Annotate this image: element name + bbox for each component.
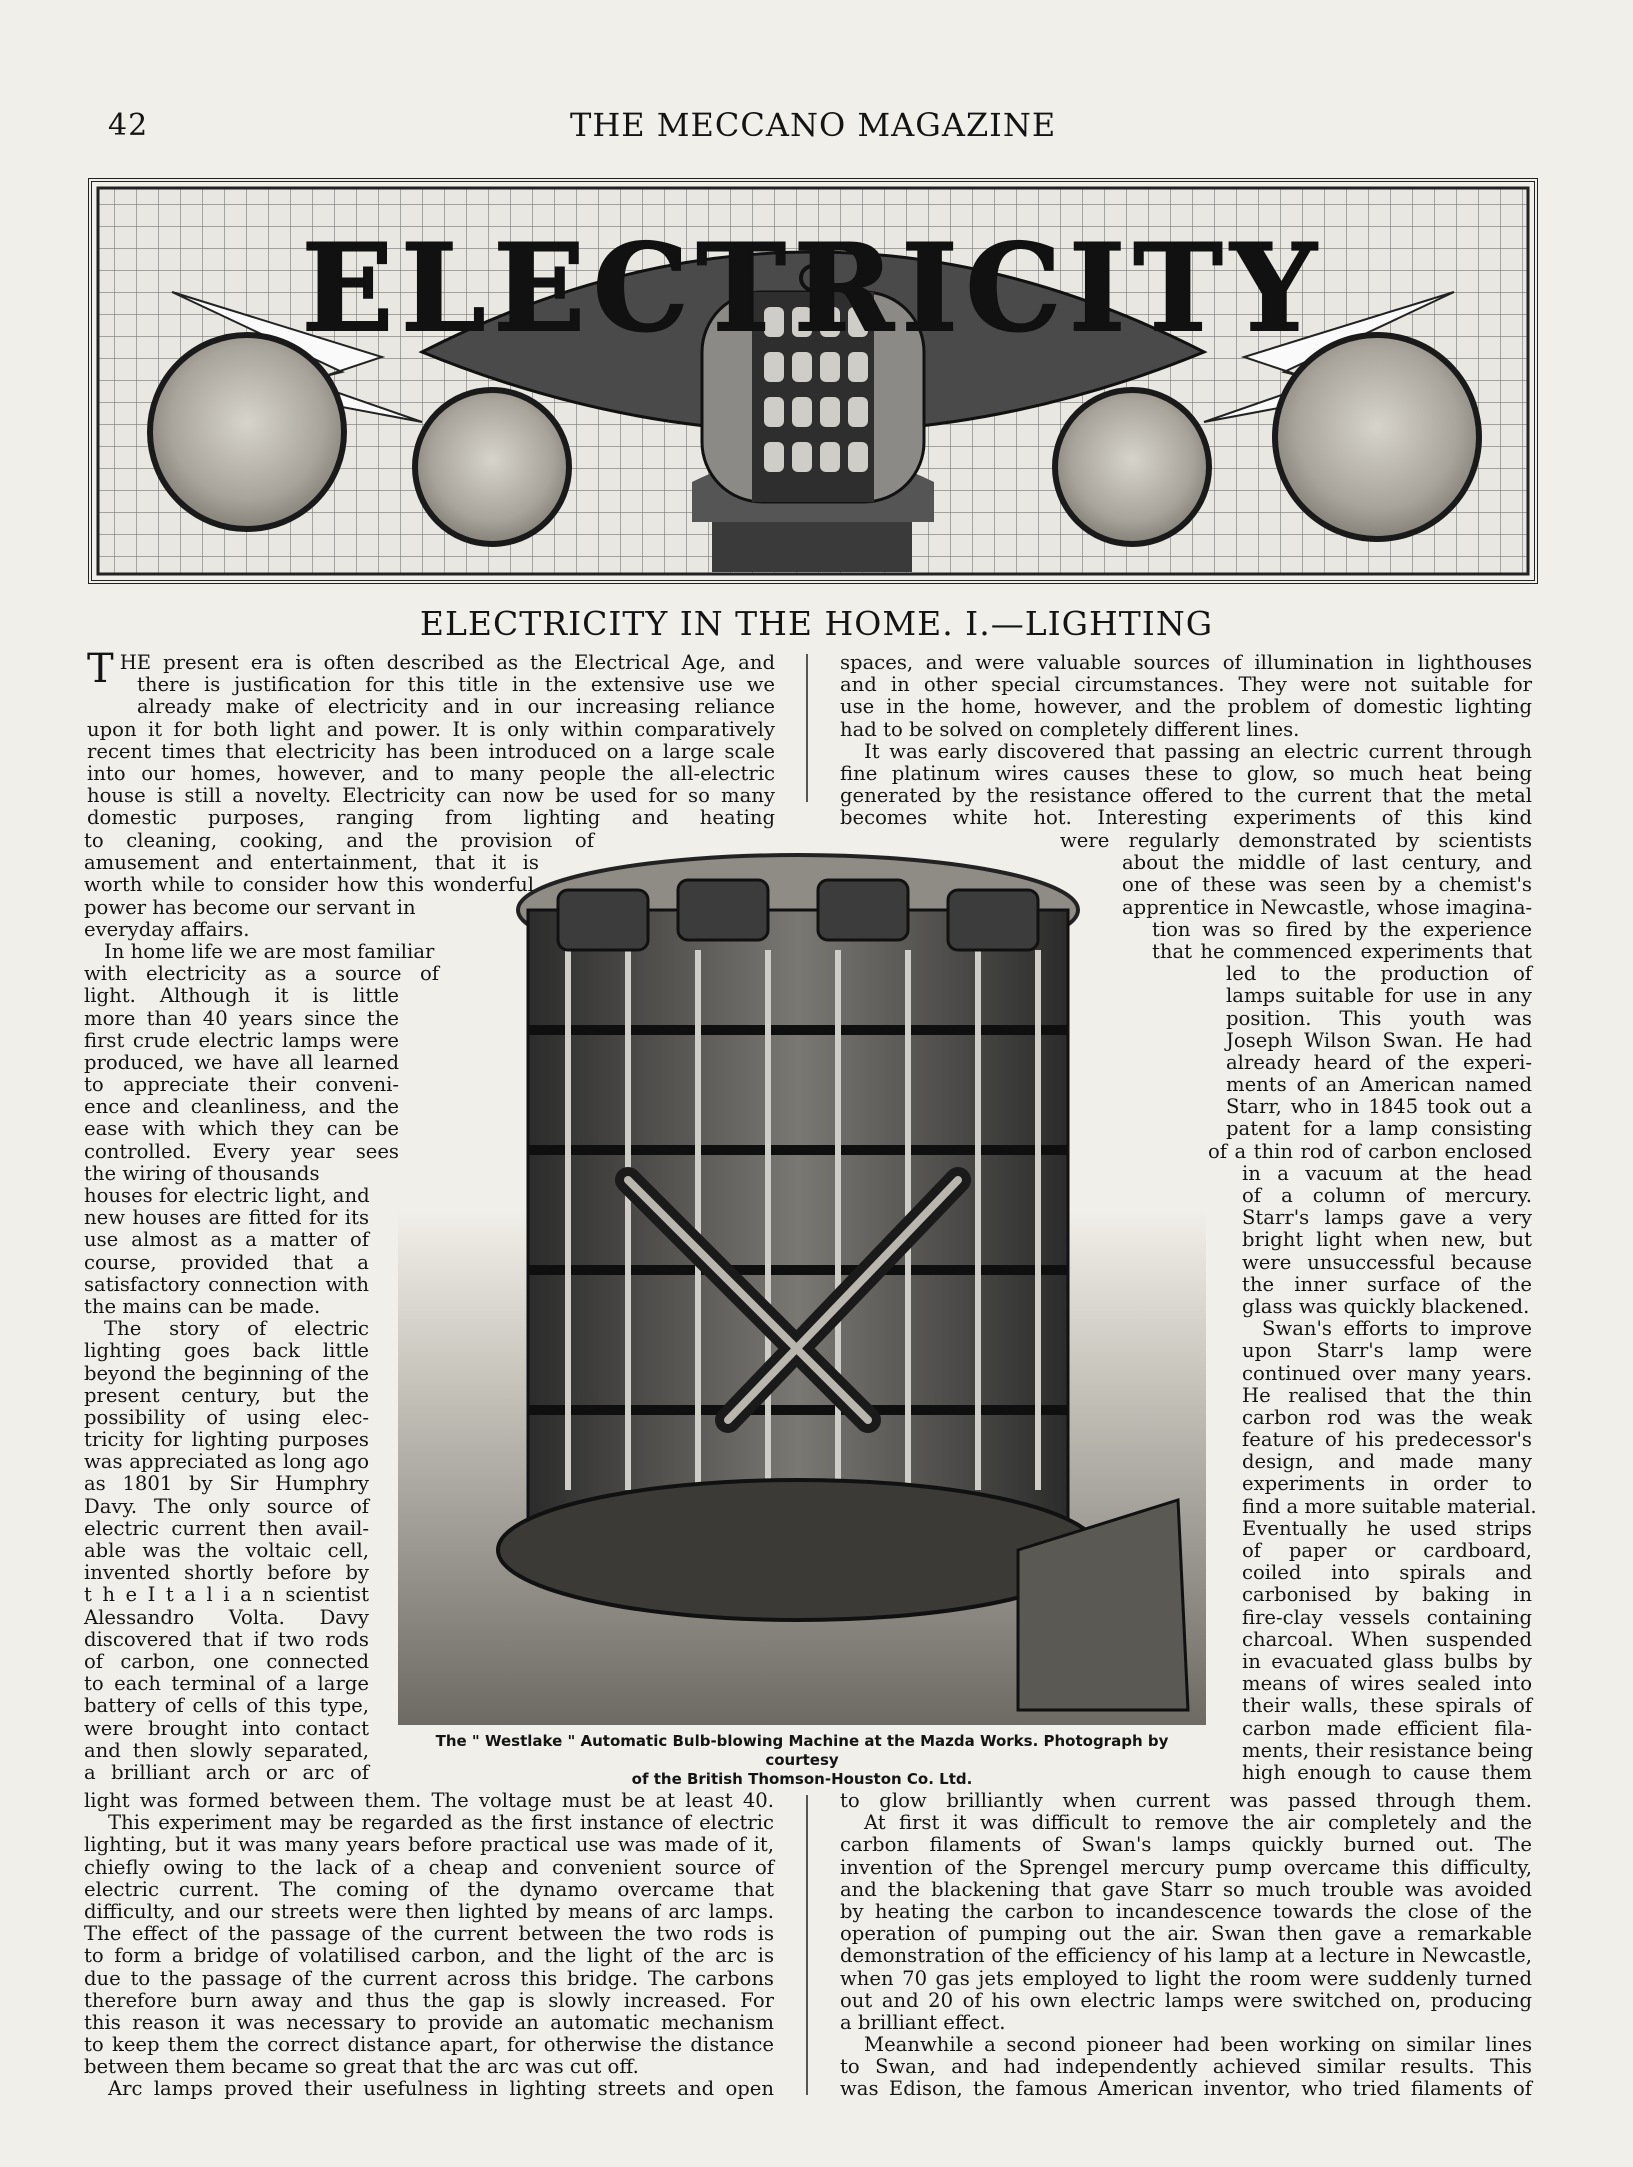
text-line: houses for electric light, and [84,1184,370,1207]
text-line: power has become our servant in [84,895,416,919]
text-line: light. Although it is little [84,984,399,1008]
text-line: first crude electric lamps were [84,1028,399,1052]
text-line: generated by the resistance offered to the current that the metal [840,784,1532,808]
text-line: fire-clay vessels containing [1242,1605,1532,1629]
column-rule-bottom [806,1795,808,2095]
caption-line: of the British Thomson-Houston Co. Ltd. [631,1770,973,1788]
text-line: In home life we are most familiar [104,939,435,963]
article-title: ELECTRICITY IN THE HOME. I.—LIGHTING [419,604,1214,643]
text-line: satisfactory connection with [84,1272,369,1296]
text-line: due to the passage of the current across this bridge. The carbons [84,1966,774,1990]
text-line: The story of electric [104,1317,369,1341]
text-line: lamps suitable for use in any [1226,984,1532,1008]
text-line: invention of the Sprengel mercury pump overcame this difficulty, [840,1855,1532,1879]
text-line: to glow brilliantly when current was passed through them. [840,1789,1532,1812]
magazine-title: THE MECCANO MAGAZINE [570,106,1057,144]
text-line: becomes white hot. Interesting experiments of this kind [840,806,1532,830]
text-line: when 70 gas jets employed to light the room were suddenly turned [840,1966,1532,1990]
text-line: new houses are fitted for its [84,1206,369,1230]
text-line: to form a bridge of volatilised carbon, and the light of the arc is [84,1944,774,1968]
telephone-circle-icon [412,387,572,547]
text-line: means of wires sealed into [1242,1672,1532,1696]
text-line: feature of his predecessor's [1242,1428,1532,1452]
text-line: of a column of mercury. [1242,1184,1532,1207]
text-line: course, provided that a [84,1250,369,1274]
text-line: position. This youth was [1226,1006,1532,1030]
text-line: ments, their resistance being [1242,1738,1534,1762]
right-column-bottom [840,1790,1532,2101]
text-line: discovered that if two rods [84,1627,369,1651]
text-line: in evacuated glass bulbs by [1242,1649,1532,1673]
text-line-content: HE present era is often described as the Electrical Age, and [119,651,775,674]
text-line: Meanwhile a second pioneer had been working on similar lines [864,2033,1532,2057]
text-line: ence and cleanliness, and the [84,1095,399,1119]
text-line: of carbon, one connected [84,1649,369,1673]
text-line: the inner surface of the [1242,1272,1532,1296]
text-line: Arc lamps proved their usefulness in lighting streets and open [108,2077,774,2101]
text-line: patent for a lamp consisting [1226,1117,1532,1141]
text-line: had to be solved on completely different lines. [840,717,1300,741]
text-line: were unsuccessful because [1242,1250,1532,1274]
column-rule-top [806,654,808,802]
text-line: fine platinum wires causes these to glow, so much heat being [840,761,1532,785]
text-line: to cleaning, cooking, and the provision of [84,829,594,852]
text-line: carbonised by baking in [1242,1583,1532,1607]
text-line: house is still a novelty. Electricity can now be used for so many [87,784,775,808]
text-line: Starr, who in 1845 took out a [1226,1095,1532,1119]
text-line: ease with which they can be [84,1117,399,1141]
text-line: led to the production of [1226,962,1532,986]
text-line: battery of cells of this type, [84,1694,369,1718]
text-line: controlled. Every year sees [84,1139,399,1163]
left-column-top [87,646,775,830]
text-line: were regularly demonstrated by scientists [1060,829,1532,852]
text-line: possibility of using elec- [84,1405,369,1429]
text-line: that he commenced experiments that [1152,939,1532,963]
text-line: between them became so great that the arc was cut off. [84,2055,639,2079]
train-circle-icon [1272,332,1482,542]
text-line: find a more suitable material. [1242,1494,1537,1518]
text-line: worth while to consider how this wonderful [84,873,534,897]
text-line: in a vacuum at the head [1242,1161,1532,1185]
text-line: bright light when new, but [1242,1228,1532,1252]
text-line: their walls, these spirals of [1242,1694,1532,1718]
text-line: high enough to cause them [1242,1760,1532,1784]
transformer-circle-icon [147,332,347,532]
text-line: upon it for both light and power. It is only within comparatively [87,717,775,741]
text-line: Alessandro Volta. Davy [84,1605,369,1629]
text-line: therefore burn away and thus the gap is slowly increased. For [84,1988,774,2012]
text-line: and the blackening that gave Starr so much trouble was avoided [840,1877,1532,1901]
text-line: were brought into contact [84,1716,369,1740]
text-line: about the middle of last century, and [1122,851,1532,875]
text-line: lighting goes back little [84,1339,369,1363]
dynamo-circle-icon [1052,387,1212,547]
text-line: to appreciate their conveni- [84,1073,399,1097]
text-line: operation of pumping out the air. Swan then gave a remarkable [840,1922,1532,1946]
text-line: continued over many years. [1242,1361,1532,1385]
text-line: of a thin rod of carbon enclosed [1208,1139,1532,1163]
banner-title: ELECTRICITY [301,218,1325,359]
text-line: and in other special circumstances. They were not suitable for [840,673,1532,697]
text-line: This experiment may be regarded as the first instance of electric [108,1811,774,1835]
text-line: recent times that electricity has been introduced on a large scale [87,739,775,763]
text-line: Joseph Wilson Swan. He had [1226,1028,1532,1052]
text-line: upon Starr's lamp were [1242,1339,1532,1363]
dropcap: T [87,646,114,692]
text-line: use almost as a matter of [84,1228,369,1252]
text-line: carbon rod was the weak [1242,1405,1532,1429]
text-line: use in the home, however, and the problem of domestic lighting [840,695,1532,719]
text-line: was Edison, the famous American inventor, who tried filaments of [840,2077,1532,2101]
text-line: there is justification for this title in the extensive use we [137,673,775,697]
text-line: out and 20 of his own electric lamps were switched on, producing [840,1988,1532,2012]
text-line: everyday affairs. [84,917,250,941]
text-line: light was formed between them. The voltage must be at least 40. [84,1789,774,1812]
text-line: of paper or cardboard, [1242,1539,1532,1562]
text-line: as 1801 by Sir Humphry [84,1472,369,1496]
text-line: tion was so fired by the experience [1152,917,1532,941]
text-line: apprentice in Newcastle, whose imagina- [1122,895,1533,919]
text-line: and then slowly separated, [84,1738,369,1762]
text-line: the wiring of thousands [84,1161,320,1185]
text-line: amusement and entertainment, that it is [84,851,539,875]
text-line: spaces, and were valuable sources of illumination in lighthouses [840,651,1532,674]
text-line: lighting, but it was many years before practical use was made of it, [84,1833,774,1857]
text-line: ments of an American named [1226,1073,1532,1097]
text-line: to Swan, and had independently achieved similar results. This [840,2055,1532,2079]
text-line: tricity for lighting purposes [84,1428,369,1452]
text-line: Eventually he used strips [1242,1516,1532,1540]
text-line: He realised that the thin [1242,1383,1532,1407]
text-line: a brilliant effect. [840,2010,1006,2034]
text-line: by heating the carbon to incandescence towards the close of the [840,1899,1532,1923]
text-line: more than 40 years since the [84,1006,399,1030]
text-line: into our homes, however, and to many people the all-electric [87,761,775,785]
text-line: demonstration of the efficiency of his lamp at a lecture in Newcastle, [840,1944,1532,1968]
text-line: was appreciated as long ago [84,1450,369,1474]
text-line: difficulty, and our streets were then lighted by means of arc lamps. [84,1899,774,1923]
text-line: experiments in order to [1242,1472,1532,1496]
text-line: At first it was difficult to remove the air completely and the [864,1811,1532,1835]
text-line: Davy. The only source of [84,1494,369,1518]
text-line: The effect of the passage of the current between the two rods is [84,1922,774,1946]
text-line: already heard of the experi- [1226,1050,1532,1074]
text-line: carbon made efficient fila- [1242,1716,1532,1740]
text-line: carbon filaments of Swan's lamps quickly burned out. The [840,1833,1532,1857]
left-column-wrap-a [84,830,594,1784]
text-line: able was the voltaic cell, [84,1539,369,1562]
right-column-top [840,652,1532,830]
text-line: beyond the beginning of the [84,1361,369,1385]
text-line: chiefly owing to the lack of a cheap and convenient source of [84,1855,774,1879]
electricity-banner [88,178,1538,584]
text-line: coiled into spirals and [1242,1561,1532,1585]
text-line: already make of electricity and in our increasing reliance [137,695,775,719]
text-line: the mains can be made. [84,1294,321,1318]
text-line: t h e I t a l i a n scientist [84,1583,369,1607]
text-line: present century, but the [84,1383,369,1407]
text-line: electric current then avail- [84,1516,369,1540]
text-line: Swan's efforts to improve [1262,1317,1532,1341]
right-column-wrap [1060,829,1537,1784]
text-line: glass was quickly blackened. [1242,1294,1530,1318]
text-line: invented shortly before by [84,1561,369,1585]
text-line: produced, we have all learned [84,1050,399,1074]
page-number: 42 [108,108,149,143]
text-line: with electricity as a source of [84,962,439,986]
text-line: charcoal. When suspended [1242,1627,1532,1651]
caption-line: The " Westlake " Automatic Bulb-blowing Machine at the Mazda Works. Photograph by courtesy [435,1732,1169,1769]
text-line: to keep them the correct distance apart, for otherwise the distance [84,2033,774,2057]
text-line: a brilliant arch or arc of [84,1760,369,1784]
text-line: to each terminal of a large [84,1672,369,1696]
text-line: electric current. The coming of the dynamo overcame that [84,1877,774,1901]
text-line: this reason it was necessary to provide an automatic mechanism [84,2010,774,2034]
text-line: domestic purposes, ranging from lighting and heating [87,806,775,830]
text-line: one of these was seen by a chemist's [1122,873,1532,897]
left-column-bottom [84,1790,774,2101]
text-line: Starr's lamps gave a very [1242,1206,1532,1230]
text-line: It was early discovered that passing an electric current through [864,739,1532,763]
text-line: design, and made many [1242,1450,1532,1474]
